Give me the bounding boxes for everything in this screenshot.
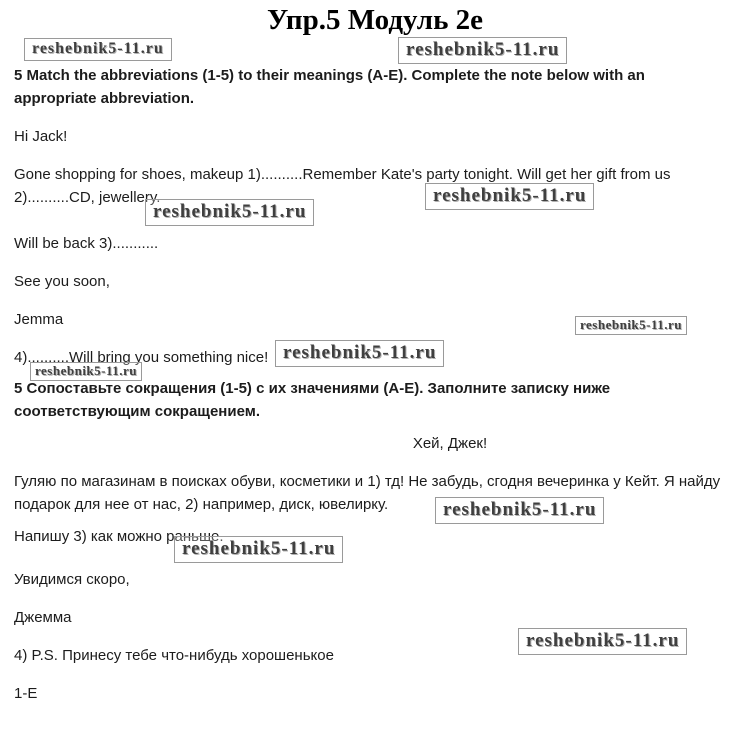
note-closing-ru: Увидимся скоро, [14, 571, 130, 588]
watermark: reshebnik5-11.ru [435, 497, 604, 524]
note-closing-en: See you soon, [14, 273, 110, 290]
note-greeting-en: Hi Jack! [14, 128, 68, 145]
watermark: reshebnik5-11.ru [398, 37, 567, 64]
note-greeting-ru: Хей, Джек! [412, 435, 488, 452]
watermark: reshebnik5-11.ru [275, 340, 444, 367]
note-paragraph-ru-2: Напишу 3) как можно раньше. [14, 528, 224, 545]
page-title: Упр.5 Модуль 2е [266, 4, 484, 36]
note-paragraph-ru-1: Гуляю по магазинам в поисках обуви, косметики и 1) тд! Не забудь, сгодня вечеринка у Кейт. Я найду подарок для нее от нас, 2) например, диск, ювелирку. [14, 473, 721, 513]
note-signature-ru: Джемма [14, 609, 72, 626]
watermark: reshebnik5-11.ru [174, 536, 343, 563]
note-paragraph-en-1: Gone shopping for shoes, makeup 1)..........Remember Kate's party tonight. Will get her gift from us 2)..........CD, jewellery. [14, 166, 671, 206]
answer-key: 1-E [14, 685, 38, 702]
task-heading-en: 5 Match the abbreviations (1-5) to their meanings (A-E). Complete the note below with an appropriate abbreviation. [14, 67, 645, 107]
note-paragraph-en-2: Will be back 3)........... [14, 235, 159, 252]
watermark: reshebnik5-11.ru [425, 183, 594, 210]
watermark: reshebnik5-11.ru [24, 38, 172, 61]
watermark: reshebnik5-11.ru [518, 628, 687, 655]
task-heading-ru: 5 Сопоставьте сокращения (1-5) с их значениями (А-Е). Заполните записку ниже соответствующим сокращением. [14, 380, 611, 420]
note-signature-en: Jemma [14, 311, 64, 328]
note-ps-ru: 4) P.S. Принесу тебе что-нибудь хорошенькое [14, 647, 334, 664]
watermark: reshebnik5-11.ru [30, 362, 142, 381]
note-ps-en: 4)..........Will bring you something nice! [14, 349, 269, 366]
watermark: reshebnik5-11.ru [575, 316, 687, 335]
watermark: reshebnik5-11.ru [145, 199, 314, 226]
